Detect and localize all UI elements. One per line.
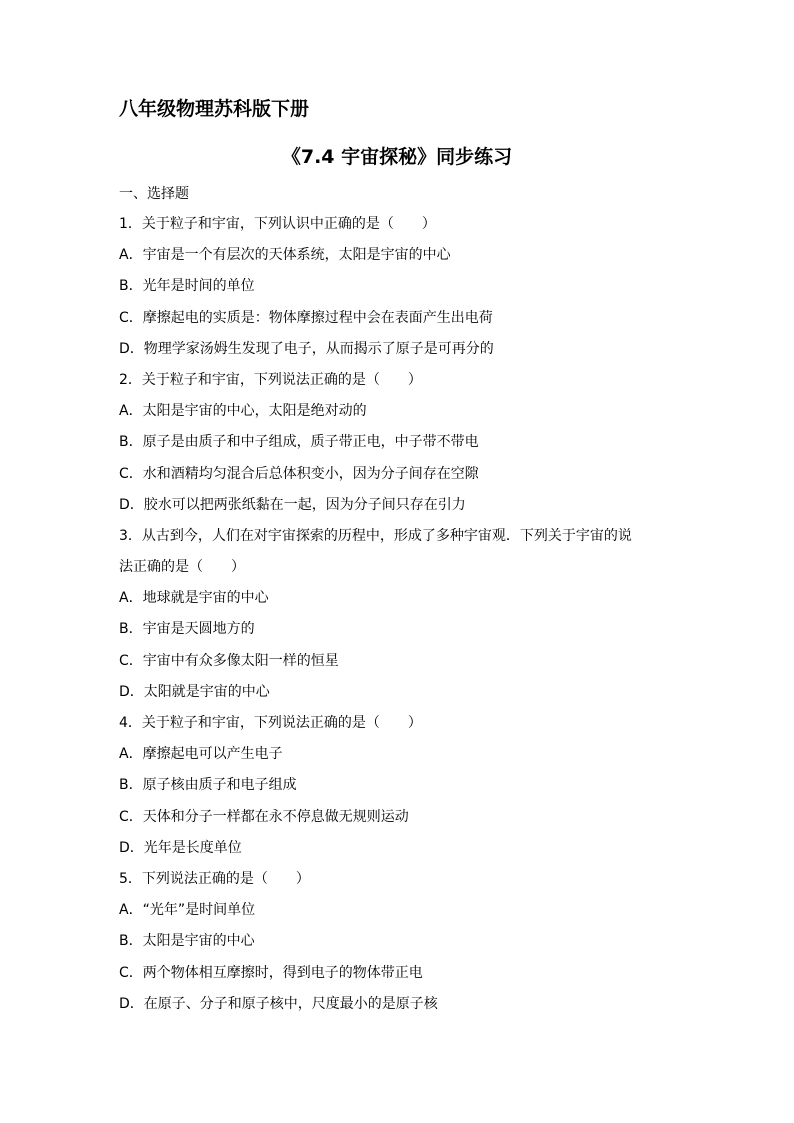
question-3-stem: 3．从古到今，人们在对宇宙探索的历程中，形成了多种宇宙观．下列关于宇宙的说 — [119, 527, 632, 544]
grade-subject-heading: 八年级物理苏科版下册 — [119, 98, 310, 120]
question-4-option-b: B．原子核由质子和电子组成 — [119, 777, 297, 794]
question-1-option-b: B．光年是时间的单位 — [119, 278, 255, 295]
question-1-option-a: A．宇宙是一个有层次的天体系统，太阳是宇宙的中心 — [119, 247, 451, 264]
question-3-stem-continued: 法正确的是（ ） — [119, 559, 245, 576]
section-heading: 一、选择题 — [119, 186, 189, 202]
question-3-option-b: B．宇宙是天圆地方的 — [119, 621, 255, 638]
question-2-option-a: A．太阳是宇宙的中心，太阳是绝对动的 — [119, 403, 367, 420]
question-1-option-d: D．物理学家汤姆生发现了电子，从而揭示了原子是可再分的 — [119, 340, 494, 357]
question-5-option-c: C．两个物体相互摩擦时，得到电子的物体带正电 — [119, 964, 423, 981]
question-3-option-d: D．太阳就是宇宙的中心 — [119, 683, 270, 700]
question-5-option-b: B．太阳是宇宙的中心 — [119, 933, 255, 950]
question-1-option-c: C．摩擦起电的实质是：物体摩擦过程中会在表面产生出电荷 — [119, 309, 493, 326]
question-4-option-c: C．天体和分子一样都在永不停息做无规则运动 — [119, 808, 409, 825]
question-5-option-a: A．“光年”是时间单位 — [119, 902, 256, 919]
question-4-option-a: A．摩擦起电可以产生电子 — [119, 746, 283, 763]
question-5-stem: 5．下列说法正确的是（ ） — [119, 870, 310, 887]
question-3-option-c: C．宇宙中有众多像太阳一样的恒星 — [119, 652, 339, 669]
question-list — [119, 212, 679, 1023]
question-2-option-d: D．胶水可以把两张纸黏在一起，因为分子间只存在引力 — [119, 496, 466, 513]
question-2-stem: 2．关于粒子和宇宙，下列说法正确的是（ ） — [119, 371, 422, 388]
question-2-option-b: B．原子是由质子和中子组成，质子带正电，中子带不带电 — [119, 434, 479, 451]
question-4-option-d: D．光年是长度单位 — [119, 839, 242, 856]
page-title: 《7.4 宇宙探秘》同步练习 — [281, 146, 513, 168]
question-3-option-a: A．地球就是宇宙的中心 — [119, 590, 269, 607]
question-1-stem: 1．关于粒子和宇宙，下列认识中正确的是（ ） — [119, 216, 436, 232]
question-5-option-d: D．在原子、分子和原子核中，尺度最小的是原子核 — [119, 995, 438, 1012]
question-2-option-c: C．水和酒精均匀混合后总体积变小，因为分子间存在空隙 — [119, 465, 479, 482]
question-4-stem: 4．关于粒子和宇宙，下列说法正确的是（ ） — [119, 715, 422, 731]
